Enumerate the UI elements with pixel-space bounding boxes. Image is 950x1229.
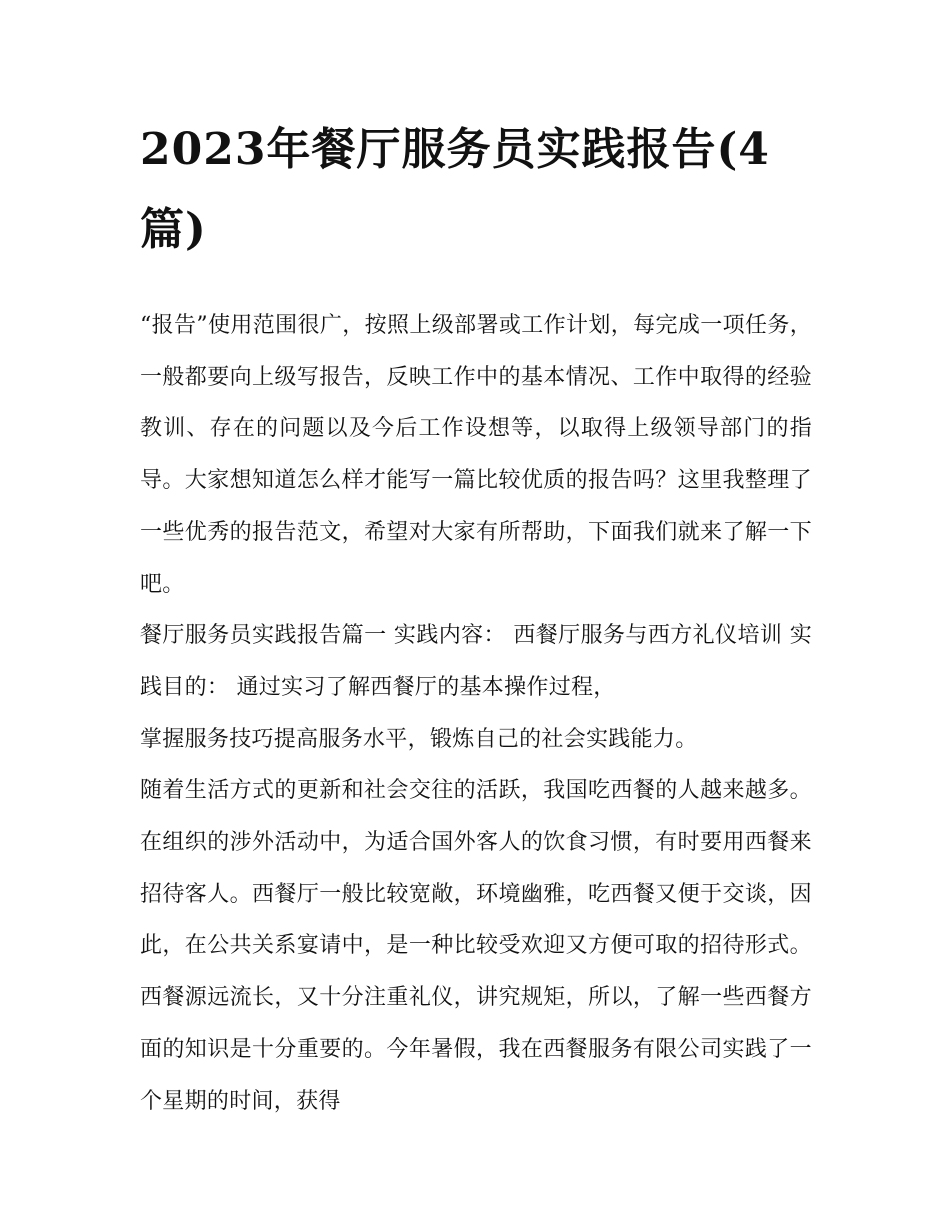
- document-body: [140, 300, 812, 1127]
- document-title: 2023年餐厅服务员实践报告(4篇): [140, 124, 770, 255]
- document-page: [140, 110, 812, 1127]
- intro-paragraph: “报告”使用范围很广，按照上级部署或工作计划，每完成一项任务，一般都要向上级写报告，反映工作中的基本情况、工作中取得的经验教训、存在的问题以及今后工作设想等，以取得上级领导部门的指导。大家想知道怎么样才能写一篇比较优质的报告吗？这里我整理了一些优秀的报告范文，希望对大家有所帮助，下面我们就来了解一下吧。: [140, 313, 812, 597]
- background-paragraph: 随着生活方式的更新和社会交往的活跃，我国吃西餐的人越来越多。在组织的涉外活动中，为适合国外客人的饮食习惯，有时要用西餐来招待客人。西餐厅一般比较宽敞，环境幽雅，吃西餐又便于交谈，因此，在公共关系宴请中，是一种比较受欢迎又方便可取的招待形式。西餐源远流长，又十分注重礼仪，讲究规矩，所以，了解一些西餐方面的知识是十分重要的。今年暑假，我在西餐服务有限公司实践了一个星期的时间，获得: [140, 778, 812, 1114]
- practice-content-paragraph: 餐厅服务员实践报告篇一 实践内容： 西餐厅服务与西方礼仪培训 实践目的： 通过实习了解西餐厅的基本操作过程，: [140, 623, 812, 700]
- practice-goal-paragraph: 掌握服务技巧提高服务水平，锻炼自己的社会实践能力。: [140, 726, 698, 752]
